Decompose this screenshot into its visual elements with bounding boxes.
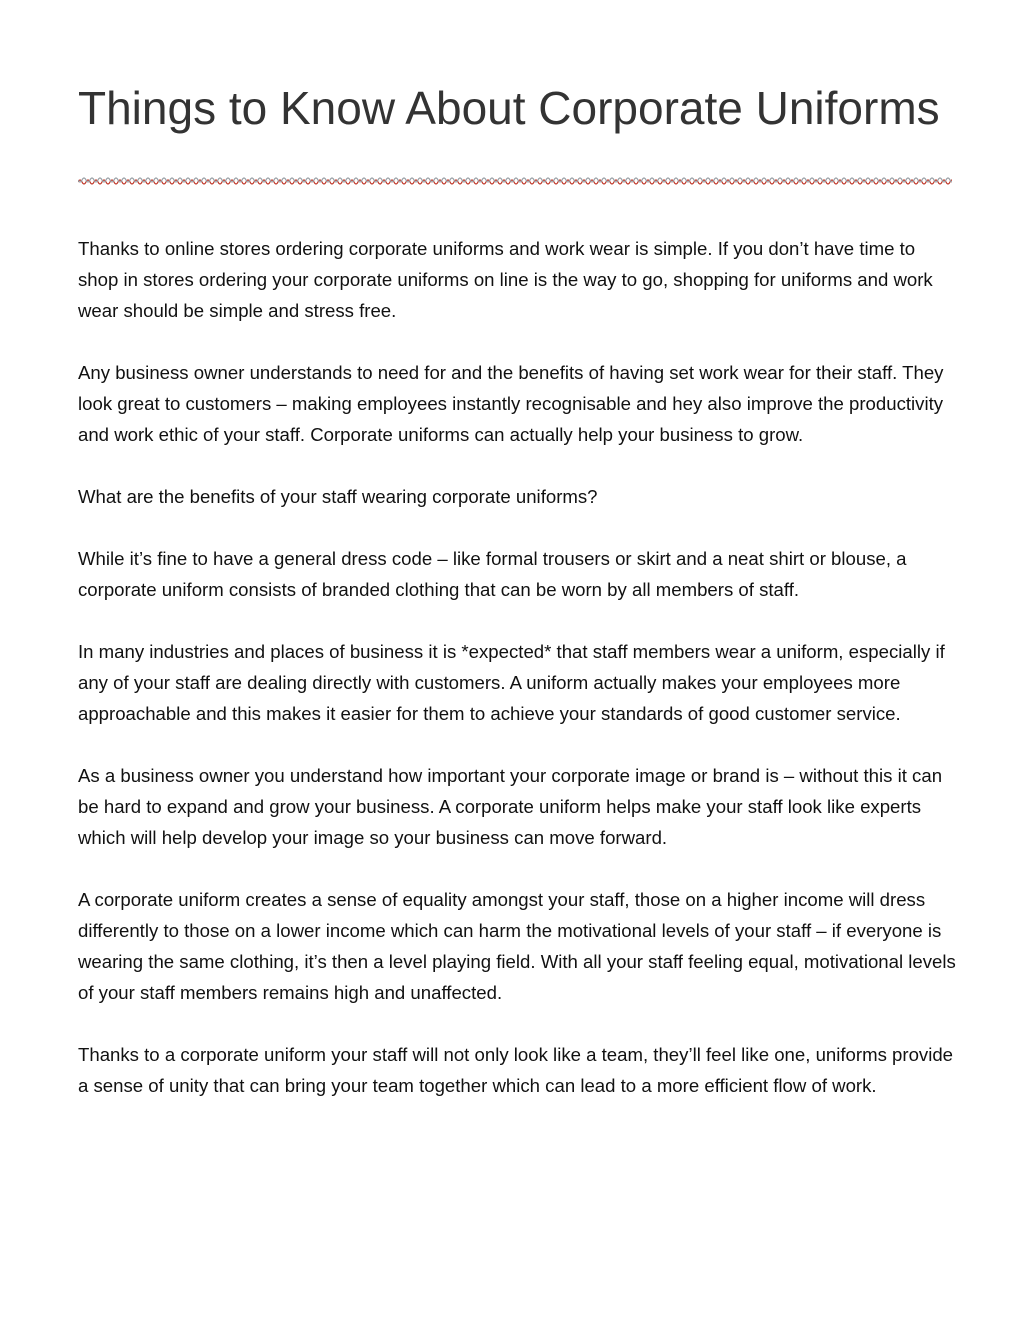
document-title: Things to Know About Corporate Uniforms [78, 82, 940, 134]
section-question: What are the benefits of your staff wearing corporate uniforms? [78, 486, 598, 507]
paragraph: A corporate uniform creates a sense of equality amongst your staff, those on a higher income will dress differently to those on a lower income which can harm the motivational levels of your staff – if everyone is wearing the same clothing, it’s then a level playing field. With all your staff feeling equal, motivational levels of your staff members remains high and unaffected. [78, 889, 956, 1003]
paragraph: In many industries and places of business it is *expected* that staff members wear a uniform, especially if any of your staff are dealing directly with customers. A uniform actually makes your employees more approachable and this makes it easier for them to achieve your standards of good customer service. [78, 641, 945, 724]
paragraph: Thanks to online stores ordering corporate uniforms and work wear is simple. If you don’t have time to shop in stores ordering your corporate uniforms on line is the way to go, shopping for uniforms and work wear should be simple and stress free. [78, 238, 933, 321]
paragraph: Any business owner understands to need for and the benefits of having set work wear for their staff. They look great to customers – making employees instantly recognisable and hey also improve the productivity and work ethic of your staff. Corporate uniforms can actually help your business to grow. [78, 362, 944, 445]
paragraph: Thanks to a corporate uniform your staff will not only look like a team, they’ll feel like one, uniforms provide a sense of unity that can bring your team together which can lead to a more efficient flow of work. [78, 1044, 954, 1096]
decorative-wavy-divider [78, 176, 952, 186]
paragraph: As a business owner you understand how important your corporate image or brand is – without this it can be hard to expand and grow your business. A corporate uniform helps make your staff look like experts which will help develop your image so your business can move forward. [78, 765, 943, 848]
paragraph: While it’s fine to have a general dress code – like formal trousers or skirt and a neat shirt or blouse, a corporate uniform consists of branded clothing that can be worn by all members of staff. [78, 548, 907, 600]
document-body [78, 233, 958, 1132]
